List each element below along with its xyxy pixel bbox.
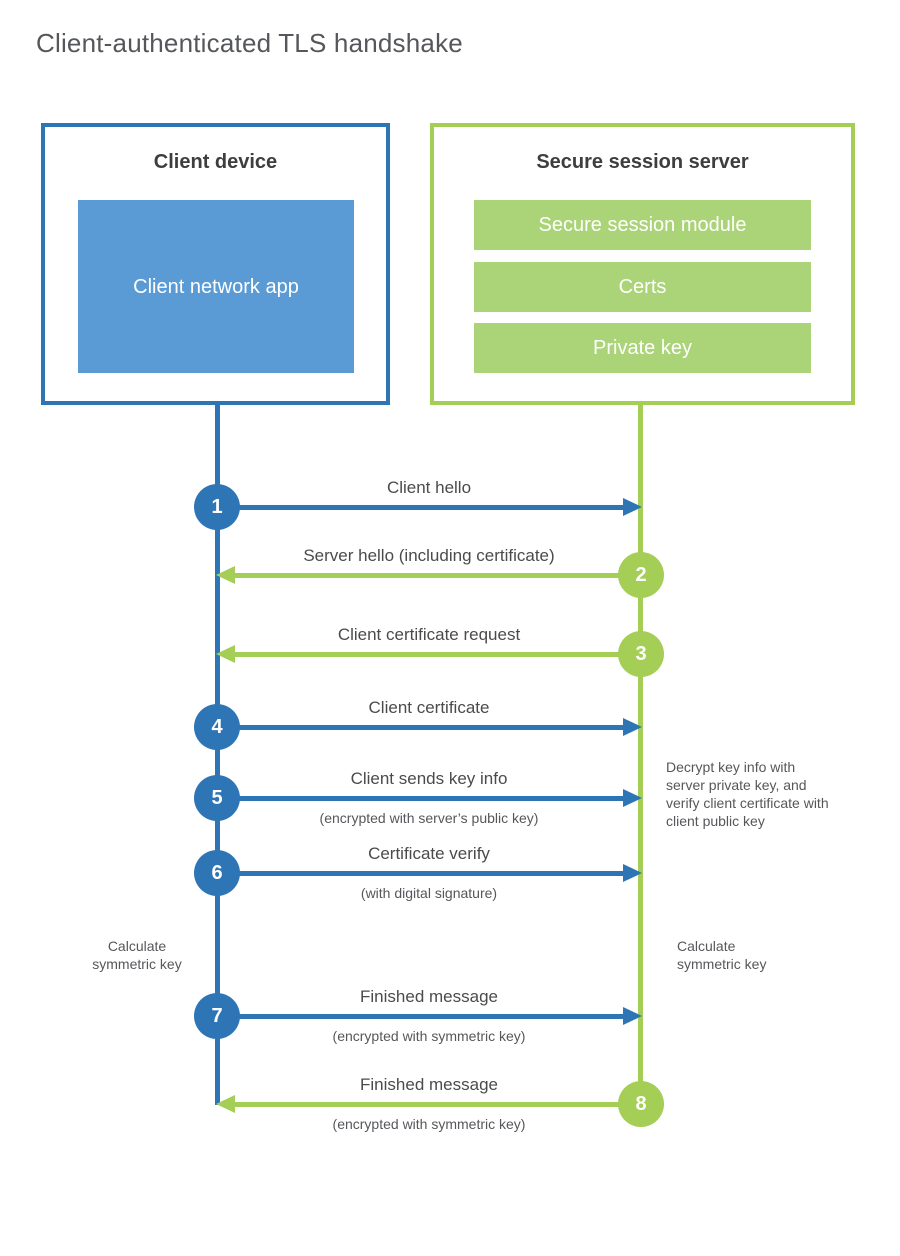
arrow-shaft [229, 1102, 641, 1107]
message-sublabel: (encrypted with symmetric key) [332, 1116, 526, 1132]
server-module-label: Secure session module [538, 213, 747, 236]
note-calculate-symmetric-key-client: Calculate symmetric key [92, 938, 182, 972]
arrow-head-right-icon [623, 498, 642, 516]
message-label: Client certificate [368, 698, 490, 717]
client-network-app-box [78, 200, 354, 373]
message-sublabel: (encrypted with symmetric key) [332, 1028, 526, 1044]
arrow-shaft [217, 725, 629, 730]
arrow-head-left-icon [216, 1095, 235, 1113]
server-module-certs [474, 262, 811, 312]
arrow-shaft [217, 505, 629, 510]
server-module-label: Private key [593, 336, 692, 359]
message-sublabel: (encrypted with server’s public key) [319, 810, 539, 826]
page-title: Client-authenticated TLS handshake [36, 28, 463, 58]
arrow-shaft [217, 871, 629, 876]
step-number-badge: 8 [618, 1081, 664, 1127]
server-module-private-key [474, 323, 811, 373]
step-number-badge: 3 [618, 631, 664, 677]
message-sublabel: (with digital signature) [360, 885, 498, 901]
arrow-head-right-icon [623, 718, 642, 736]
step-number-badge: 2 [618, 552, 664, 598]
message-label: Client sends key info [350, 769, 508, 788]
client-device-title: Client device [153, 151, 278, 173]
step-number-badge: 5 [194, 775, 240, 821]
step-number-badge: 7 [194, 993, 240, 1039]
arrow-head-right-icon [623, 864, 642, 882]
arrow-head-right-icon [623, 789, 642, 807]
arrow-shaft [229, 573, 641, 578]
message-label: Client certificate request [337, 625, 521, 644]
message-label: Certificate verify [368, 844, 490, 863]
arrow-shaft [217, 796, 629, 801]
secure-session-server-title: Secure session server [536, 151, 749, 173]
message-label: Finished message [360, 1075, 498, 1094]
note-decrypt-key-info: Decrypt key info with server private key, and verify client certificate with client public key [666, 759, 829, 829]
step-number-badge: 6 [194, 850, 240, 896]
arrow-shaft [229, 652, 641, 657]
message-label: Client hello [386, 478, 472, 497]
server-module-label: Certs [618, 275, 667, 298]
arrow-head-left-icon [216, 645, 235, 663]
arrow-head-left-icon [216, 566, 235, 584]
step-number-badge: 4 [194, 704, 240, 750]
server-module-secure-session [474, 200, 811, 250]
arrow-shaft [217, 1014, 629, 1019]
message-label: Finished message [360, 987, 498, 1006]
client-network-app-label: Client network app [133, 275, 299, 298]
note-calculate-symmetric-key-server: Calculate symmetric key [677, 938, 767, 972]
arrow-head-right-icon [623, 1007, 642, 1025]
message-label: Server hello (including certificate) [303, 546, 555, 565]
step-number-badge: 1 [194, 484, 240, 530]
